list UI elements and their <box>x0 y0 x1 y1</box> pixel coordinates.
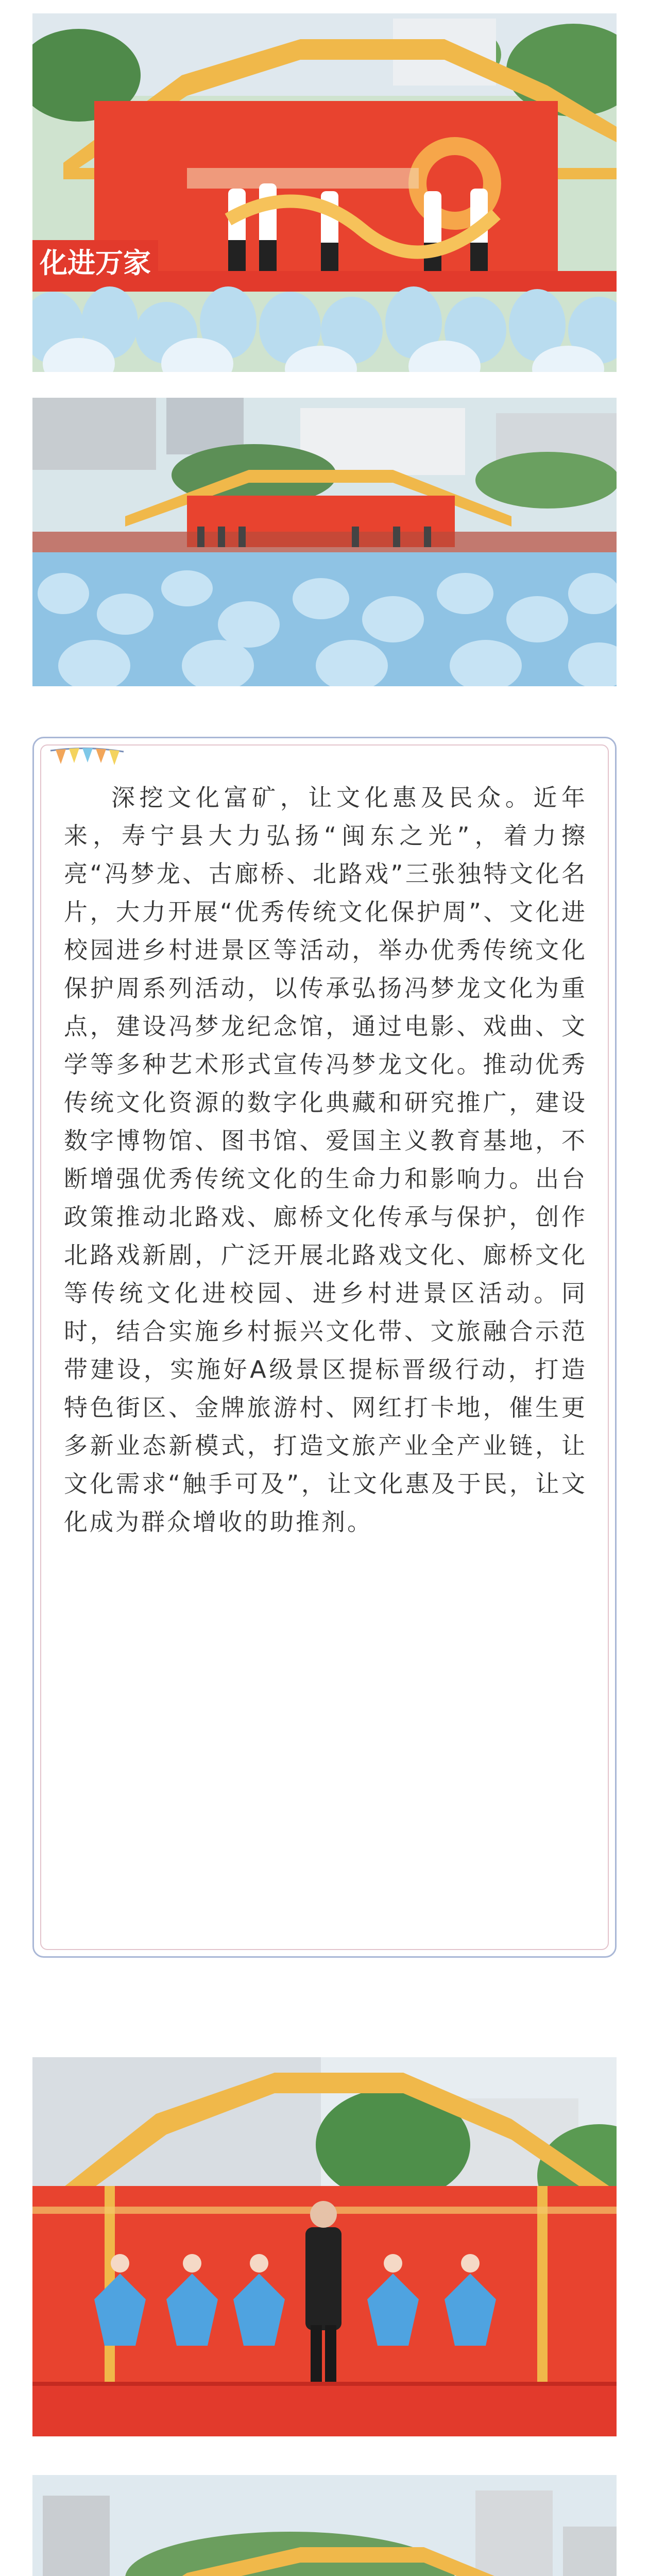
stage-banner-text: 化进万家 <box>32 240 158 282</box>
photo-opening-ceremony <box>32 13 617 372</box>
paragraph-culture: 深挖文化富矿，让文化惠及民众。近年来，寿宁县大力弘扬“闽东之光”，着力擦亮“冯梦龙、古廊桥、北路戏”三张独特文化名片，大力开展“优秀传统文化保护周”、文化进校园进乡村进景区等活动，举办优秀传统文化保护周系列活动，以传承弘扬冯梦龙文化为重点，建设冯梦龙纪念馆，通过电影、戏曲、文学等多种艺术形式宣传冯梦龙文化。推动优秀传统文化资源的数字化典藏和研究推广，建设数字博物馆、图书馆、爱国主义教育基地，不断增强优秀传统文化的生命力和影响力。出台政策推动北路戏、廊桥文化传承与保护，创作北路戏新剧，广泛开展北路戏文化、廊桥文化等传统文化进校园、进乡村进景区活动。同时，结合实施乡村振兴文化带、文旅融合示范带建设，实施好A级景区提标晋级行动，打造特色街区、金牌旅游村、网红打卡地，催生更多新业态新模式，打造文旅产业全产业链，让文化需求“触手可及”，让文化惠及于民，让文化成为群众增收的助推剂。 <box>64 784 587 1536</box>
photo-lineup <box>32 2475 617 2576</box>
lineup-image <box>32 2475 617 2576</box>
performance-image <box>32 2057 617 2436</box>
text-card-1 <box>32 737 617 1958</box>
photo-performance <box>32 2057 617 2436</box>
audience-image <box>32 398 617 686</box>
bunting-decoration-icon <box>48 744 126 775</box>
opening-ceremony-image <box>32 13 617 372</box>
photo-audience <box>32 398 617 686</box>
